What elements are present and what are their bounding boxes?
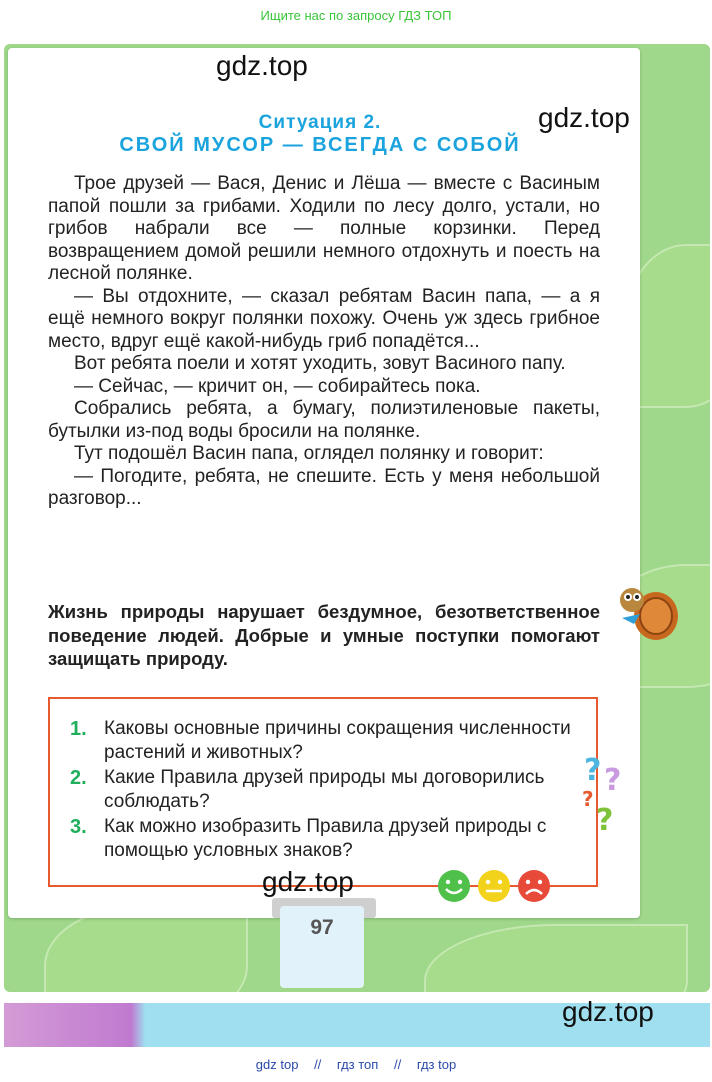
footer-separator: //: [393, 1057, 402, 1072]
story-paragraph: Трое друзей — Вася, Денис и Лёша — вместе с Васиным папой пошли за грибами. Ходили по лесу долго, устали, но грибов набрали все — полные корзинки. Перед возвращением домой решили немного отдохнуть и поесть на лесной полянке.: [48, 173, 600, 284]
question-number: 3.: [70, 816, 87, 838]
top-banner[interactable]: Ищите нас по запросу ГДЗ ТОП: [260, 8, 452, 23]
smiley-faces-icon: [436, 868, 556, 904]
situation-title: СВОЙ МУСОР — ВСЕГДА С СОБОЙ: [119, 134, 521, 156]
question-item: [70, 766, 580, 814]
situation-label: Ситуация 2.: [258, 112, 382, 133]
footer-links: [0, 1052, 712, 1082]
question-item: [70, 815, 580, 863]
watermark: gdz.top: [562, 996, 654, 1027]
story-text: [48, 173, 600, 511]
question-number: 1.: [70, 718, 87, 740]
watermark: gdz.top: [216, 50, 308, 81]
story-paragraph: — Сейчас, — кричит он, — собирайтесь пока.: [74, 375, 481, 397]
questions-box: [48, 697, 598, 887]
moral-statement: Жизнь природы нарушает бездумное, безответственное поведение людей. Добрые и умные поступки помогают защищать природу.: [48, 601, 600, 669]
question-item: [70, 717, 580, 765]
story-paragraph: Тут подошёл Васин папа, оглядел полянку и говорит:: [74, 443, 544, 464]
watermark: gdz.top: [262, 866, 354, 897]
question-text: Каковы основные причины сокращения численности растений и животных?: [104, 718, 571, 763]
footer-link[interactable]: гдз top: [416, 1057, 457, 1072]
question-text: Какие Правила друзей природы мы договорились соблюдать?: [104, 767, 545, 812]
watermark: gdz.top: [538, 102, 630, 133]
footer-link[interactable]: гдз топ: [336, 1057, 379, 1072]
story-paragraph: — Вы отдохните, — сказал ребятам Васин папа, — а я ещё немного вокруг полянки похожу. Очень уж здесь грибное место, вдруг ещё какой-нибудь гриб попадётся...: [48, 285, 600, 352]
svg-text:?: ?: [582, 787, 594, 811]
svg-text:?: ?: [596, 803, 614, 838]
footer-link[interactable]: gdz top: [255, 1057, 299, 1072]
question-marks-icon: [580, 750, 630, 840]
question-text: Как можно изобразить Правила друзей природы с помощью условных знаков?: [104, 816, 547, 861]
page-number: 97: [280, 906, 364, 988]
story-paragraph: Вот ребята поели и хотят уходить, зовут Васиного папу.: [74, 353, 566, 374]
footer-separator: //: [314, 1057, 322, 1072]
story-paragraph: — Погодите, ребята, не спешите. Есть у меня небольшой разговор...: [48, 465, 600, 509]
svg-text:?: ?: [604, 763, 622, 798]
turtle-mascot-icon: [612, 578, 682, 648]
story-paragraph: Собрались ребята, а бумагу, полиэтиленовые пакеты, бутылки из-под воды бросили на полянке.: [48, 398, 600, 442]
question-number: 2.: [70, 767, 87, 789]
leaf-decoration: [424, 924, 688, 992]
svg-text:?: ?: [584, 753, 602, 788]
